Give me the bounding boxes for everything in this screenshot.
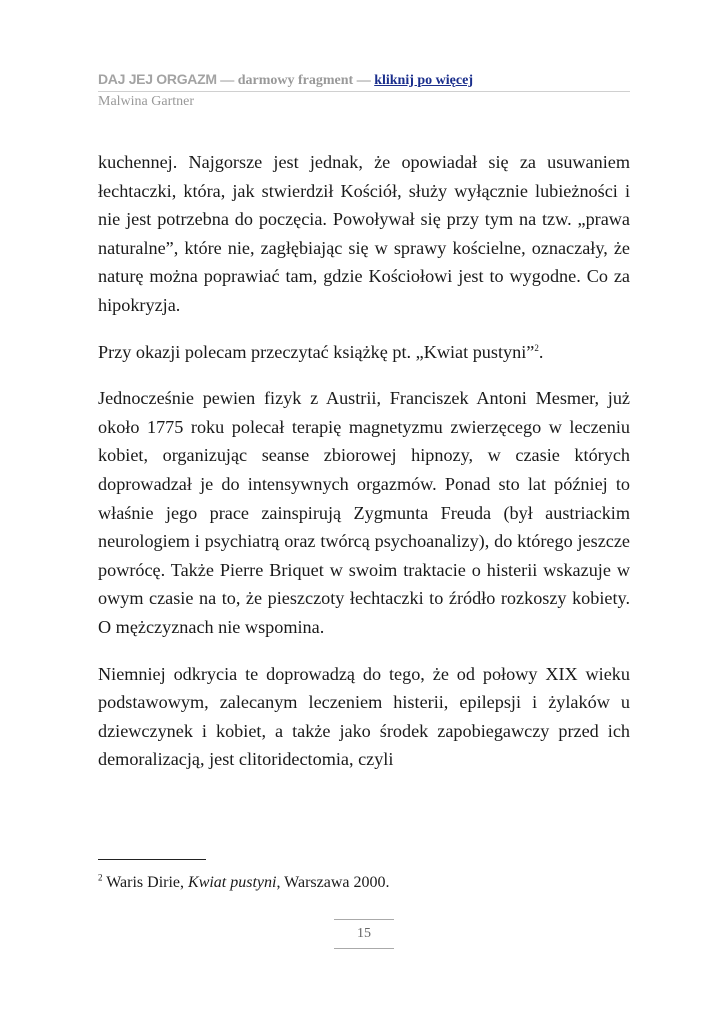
header-divider — [98, 91, 630, 92]
paragraph-2-end: . — [538, 341, 544, 362]
page-number-block — [334, 919, 394, 949]
header-title-line — [98, 70, 630, 90]
footnote-ref[interactable]: 2 — [534, 342, 539, 353]
footnote-author: Waris Dirie, — [102, 874, 189, 891]
paragraph-4: Niemniej odkrycia te doprowadzą do tego, że od połowy XIX wieku podstawowym, zalecanym leczeniem histerii, epilepsji i żylaków u dziewczynek i kobiet, a także jako środek zapobiegawczy przed ich demoralizacją, jest clitoridectomia, czyli — [98, 663, 630, 770]
paragraph-1: kuchennej. Najgorsze jest jednak, że opowiadał się za usuwaniem łechtaczki, która, jak stwierdził Kościół, służy wyłącznie lubieżności i nie jest potrzebna do poczęcia. Powoływał się przy tym na tzw. „prawa naturalne”, które nie, zagłębiając się w sprawy kościelne, oznaczały, że naturę można poprawiać tam, gdzie Kościołowi jest to wygodne. Co za hipokryzja. — [98, 152, 630, 315]
footnote — [98, 874, 390, 892]
body-text — [98, 148, 630, 774]
page-number-rule-bottom — [334, 948, 394, 949]
header-separator-2: — — [353, 73, 375, 88]
paragraph-2 — [98, 338, 630, 367]
header-separator-1: — — [216, 73, 238, 88]
fragment-label: darmowy fragment — [237, 73, 354, 88]
page-number-rule-top — [334, 919, 394, 920]
book-title: DAJ JEJ ORGAZM — [98, 71, 217, 87]
paragraph-2-text: Przy okazji polecam przeczytać książkę pt. „Kwiat pustyni” — [98, 341, 535, 362]
footnote-rest: , Warszawa 2000. — [276, 874, 390, 891]
page-number: 15 — [357, 926, 371, 941]
author-name: Malwina Gartner — [98, 94, 195, 109]
paragraph-3: Jednocześnie pewien fizyk z Austrii, Franciszek Antoni Mesmer, już około 1775 roku polecał terapię magnetyzmu zwierzęcego w leczeniu kobiet, organizując seanse zbiorowej hipnozy, w czasie których doprowadzał je do intensywnych orgazmów. Ponad sto lat później to właśnie jego prace zainspirują Zygmunta Freuda (był austriackim neurologiem i psychiatrą oraz twórcą psychoanalizy), do którego jeszcze powrócę. Także Pierre Briquet w swoim traktacie o histerii wskazuje w owym czasie na to, że pieszczoty łechtaczki to źródło rozkoszy kobiety. O mężczyznach nie wspomina. — [98, 388, 630, 637]
footnote-divider — [98, 859, 206, 860]
footnote-number: 2 — [98, 872, 103, 883]
page-header — [98, 70, 630, 111]
footnote-book-title: Kwiat pustyni — [188, 874, 277, 891]
more-link[interactable]: kliknij po więcej — [374, 73, 473, 88]
